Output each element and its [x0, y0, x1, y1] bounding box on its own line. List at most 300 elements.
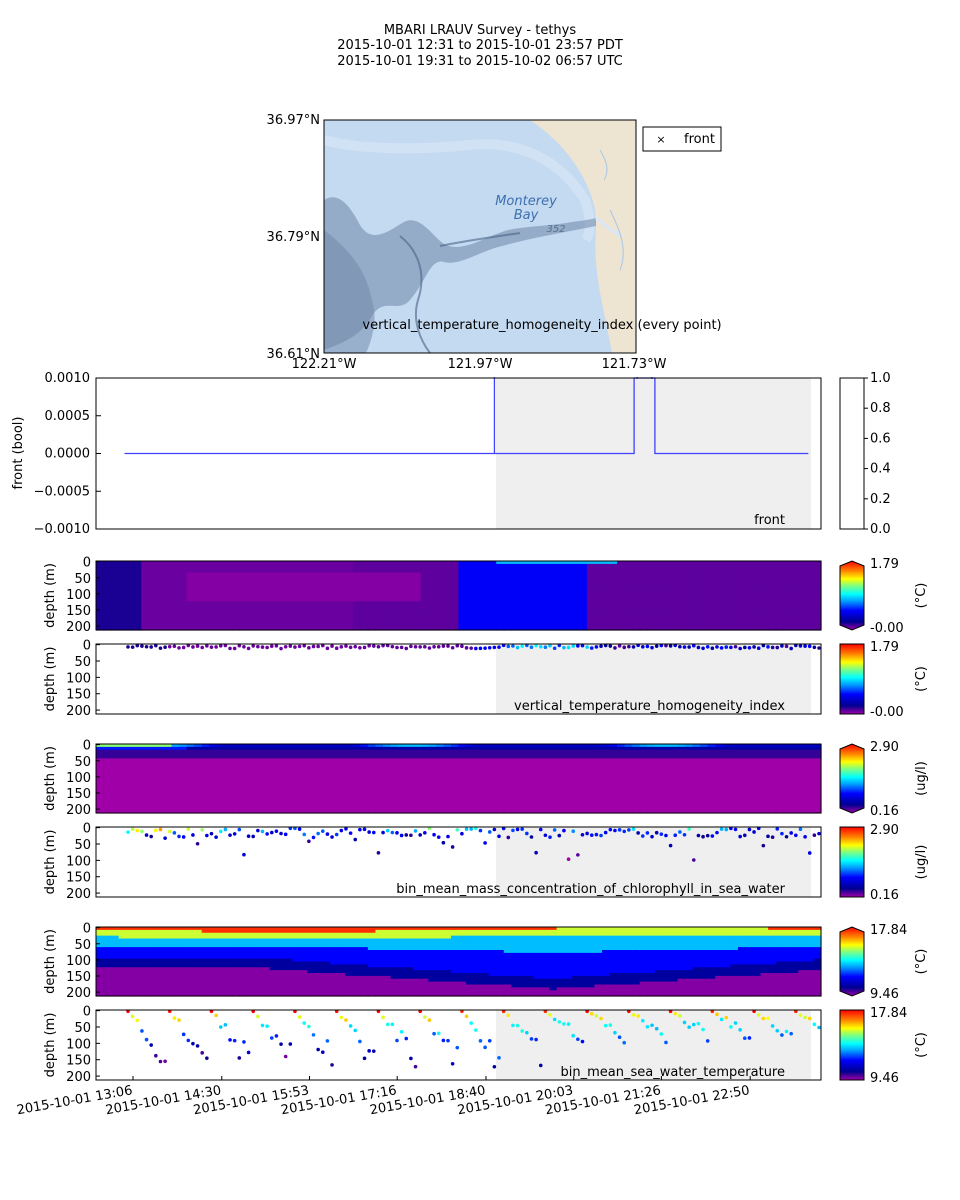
legend-marker-icon: ×	[656, 133, 666, 146]
data-point	[242, 645, 246, 649]
data-point	[469, 646, 473, 650]
lon-label: 121.97°W	[447, 357, 513, 372]
data-point	[335, 833, 339, 837]
data-point	[669, 644, 673, 648]
data-point	[678, 645, 682, 649]
data-point	[196, 842, 200, 846]
panel-annotation: front	[754, 513, 785, 528]
data-point	[349, 645, 353, 649]
data-point	[590, 646, 594, 650]
data-point	[711, 834, 715, 838]
figure-title: MBARI LRAUV Survey - tethys	[383, 23, 577, 38]
map-panel	[267, 113, 722, 372]
y-tick-label: −0.0010	[33, 522, 90, 537]
data-point	[562, 829, 566, 833]
y-tick-label: 50	[74, 571, 91, 587]
lon-label: 122.21°W	[291, 357, 357, 372]
data-point	[400, 834, 404, 838]
data-point	[432, 645, 436, 649]
data-point	[655, 644, 659, 648]
y-tick-label: 50	[74, 754, 91, 770]
data-point	[265, 646, 269, 650]
data-point	[391, 831, 395, 835]
data-point	[145, 645, 149, 649]
data-point	[571, 644, 575, 648]
data-point	[785, 645, 789, 649]
scatter-panel-2	[43, 639, 929, 720]
data-point	[414, 645, 418, 649]
data-point	[173, 831, 177, 835]
data-point	[409, 833, 413, 837]
colorbar-tick-label: 0.6	[870, 431, 891, 447]
data-point	[423, 831, 427, 835]
data-point	[228, 833, 232, 837]
data-point	[641, 834, 645, 838]
data-point	[539, 645, 543, 649]
data-point	[437, 835, 441, 839]
data-point	[460, 644, 464, 648]
data-point	[224, 828, 228, 832]
data-point	[497, 645, 501, 649]
data-point	[149, 645, 153, 649]
data-point	[256, 645, 260, 649]
data-point	[813, 645, 817, 649]
data-point	[423, 645, 427, 649]
data-point	[687, 827, 691, 831]
data-point	[771, 646, 775, 650]
data-point	[469, 827, 473, 831]
colorbar-max-label: 1.79	[870, 557, 899, 572]
data-point	[247, 647, 251, 651]
data-point	[353, 838, 357, 842]
y-axis-label: front (bool)	[11, 416, 26, 490]
data-point	[154, 829, 158, 833]
data-point	[734, 645, 738, 649]
y-tick-label: 0	[82, 638, 91, 654]
data-point	[488, 830, 492, 834]
data-point	[395, 831, 399, 835]
colorbar-max-label: 1.79	[870, 640, 899, 655]
data-point	[618, 644, 622, 648]
y-tick-label: 100	[66, 587, 91, 603]
data-point	[678, 830, 682, 834]
data-point	[210, 832, 214, 836]
data-point	[298, 645, 302, 649]
data-point	[687, 645, 691, 649]
y-tick-label: 100	[66, 671, 91, 687]
map-place-label-bay: Bay	[513, 208, 539, 223]
data-point	[738, 647, 742, 651]
data-point	[279, 832, 283, 836]
data-point	[506, 836, 510, 840]
y-axis-label: depth (m)	[43, 646, 58, 712]
data-point	[729, 646, 733, 650]
data-point	[516, 828, 520, 832]
data-point	[808, 645, 812, 649]
data-point	[451, 845, 455, 849]
data-point	[493, 828, 497, 832]
data-point	[553, 646, 557, 650]
data-point	[205, 834, 209, 838]
data-point	[168, 645, 172, 649]
data-point	[200, 646, 204, 650]
data-point	[307, 839, 311, 843]
data-point	[664, 834, 668, 838]
data-point	[520, 827, 524, 831]
data-point	[497, 834, 501, 838]
data-point	[627, 828, 631, 832]
colorbar-min-label: -0.00	[870, 621, 904, 636]
data-point	[163, 836, 167, 840]
data-point	[673, 833, 677, 837]
y-tick-label: 0.0005	[44, 408, 90, 424]
data-point	[437, 645, 441, 649]
data-point	[344, 644, 348, 648]
data-point	[228, 647, 232, 651]
data-point	[585, 832, 589, 836]
data-point	[465, 646, 469, 650]
data-point	[576, 644, 580, 648]
data-point	[743, 646, 747, 650]
data-point	[641, 645, 645, 649]
data-point	[557, 834, 561, 838]
data-point	[609, 828, 613, 832]
y-tick-label: 0	[82, 555, 91, 571]
data-point	[377, 851, 381, 855]
data-point	[256, 829, 260, 833]
data-point	[335, 646, 339, 650]
data-point	[493, 646, 497, 650]
data-point	[442, 841, 446, 845]
data-point	[238, 828, 242, 832]
data-point	[715, 831, 719, 835]
contour-panel-3	[43, 739, 929, 819]
colorbar-unit-label: (ug/l)	[914, 761, 929, 796]
lat-label: 36.61°N	[266, 347, 320, 362]
y-tick-label: 150	[66, 687, 91, 703]
lat-label: 36.79°N	[266, 230, 320, 245]
map-place-label-monterey: Monterey	[495, 194, 557, 209]
data-point	[632, 827, 636, 831]
data-point	[372, 644, 376, 648]
data-point	[330, 644, 334, 648]
colorbar-tick-label: 0.4	[870, 461, 891, 477]
colorbar-tick-label: 0.8	[870, 401, 891, 417]
y-tick-label: 150	[66, 787, 91, 803]
data-point	[442, 644, 446, 648]
data-point	[372, 831, 376, 835]
data-point	[140, 830, 144, 834]
data-point	[544, 833, 548, 837]
data-point	[340, 645, 344, 649]
data-point	[214, 645, 218, 649]
data-point	[182, 646, 186, 650]
data-point	[233, 832, 237, 836]
data-point	[525, 832, 529, 836]
data-point	[377, 645, 381, 649]
data-point	[669, 844, 673, 848]
data-point	[135, 829, 139, 833]
data-point	[636, 831, 640, 835]
data-point	[270, 831, 274, 835]
data-point	[752, 645, 756, 649]
y-tick-label: 0.0000	[44, 446, 90, 462]
data-point	[534, 851, 538, 855]
data-point	[316, 832, 320, 836]
data-point	[530, 835, 534, 839]
data-point	[344, 827, 348, 831]
colorbar-unit-label: (°C)	[914, 666, 929, 692]
data-point	[650, 646, 654, 650]
data-point	[182, 835, 186, 839]
data-point	[349, 831, 353, 835]
data-point	[414, 829, 418, 833]
data-point	[358, 828, 362, 832]
data-point	[265, 832, 269, 836]
data-point	[279, 647, 283, 651]
data-point	[363, 828, 367, 832]
data-point	[544, 645, 548, 649]
data-point	[404, 833, 408, 837]
data-point	[293, 645, 297, 649]
data-point	[446, 644, 450, 648]
data-point	[326, 832, 330, 836]
data-point	[428, 646, 432, 650]
legend-label: front	[684, 132, 715, 147]
front-panel	[11, 371, 891, 537]
data-point	[186, 827, 190, 831]
data-point	[261, 645, 265, 649]
data-point	[613, 646, 617, 650]
data-point	[418, 833, 422, 837]
data-point	[701, 646, 705, 650]
colorbar	[840, 744, 864, 813]
data-point	[711, 646, 715, 650]
y-tick-label: 150	[66, 604, 91, 620]
data-point	[275, 644, 279, 648]
data-point	[506, 645, 510, 649]
data-point	[775, 646, 779, 650]
data-point	[219, 830, 223, 834]
data-point	[646, 831, 650, 835]
data-point	[386, 829, 390, 833]
data-point	[571, 829, 575, 833]
data-point	[289, 644, 293, 648]
data-point	[613, 829, 617, 833]
data-point	[391, 645, 395, 649]
data-point	[312, 645, 316, 649]
data-point	[191, 833, 195, 837]
map-legend	[643, 127, 721, 151]
data-point	[126, 645, 130, 649]
data-point	[367, 830, 371, 834]
data-point	[321, 829, 325, 833]
data-point	[191, 645, 195, 649]
data-point	[530, 645, 534, 649]
y-tick-label: 200	[66, 803, 91, 819]
data-point	[567, 857, 571, 861]
data-point	[149, 835, 153, 839]
map-depth-label: 352	[546, 224, 566, 235]
data-point	[353, 645, 357, 649]
data-point	[251, 835, 255, 839]
data-point	[683, 645, 687, 649]
data-point	[646, 645, 650, 649]
data-point	[701, 835, 705, 839]
colorbar	[840, 644, 864, 714]
data-point	[683, 833, 687, 837]
data-point	[595, 645, 599, 649]
data-point	[539, 828, 543, 832]
data-point	[516, 646, 520, 650]
data-point	[219, 644, 223, 648]
scatter-panel-4	[43, 822, 929, 903]
data-point	[312, 836, 316, 840]
data-point	[251, 644, 255, 648]
time-range-pdt: 2015-10-01 12:31 to 2015-10-01 23:57 PDT	[337, 38, 623, 53]
data-point	[177, 835, 181, 839]
y-axis-label: depth (m)	[43, 746, 58, 811]
data-point	[548, 835, 552, 839]
data-point	[330, 835, 334, 839]
data-point	[358, 646, 362, 650]
data-point	[655, 831, 659, 835]
data-point	[789, 647, 793, 651]
y-tick-label: 0.0010	[44, 371, 90, 386]
data-point	[706, 834, 710, 838]
data-point	[163, 645, 167, 649]
data-point	[173, 644, 177, 648]
data-point	[553, 828, 557, 832]
data-point	[581, 833, 585, 837]
data-point	[126, 830, 130, 834]
data-point	[363, 646, 367, 650]
data-point	[479, 829, 483, 833]
map-caption: vertical_temperature_homogeneity_index (every point)	[362, 318, 722, 333]
data-point	[799, 644, 803, 648]
contour-panel-1	[43, 556, 929, 636]
data-point	[748, 646, 752, 650]
data-point	[483, 841, 487, 845]
colorbar-tick-label: 0.2	[870, 491, 891, 507]
colorbar-unit-label: (°C)	[914, 582, 929, 609]
data-point	[404, 647, 408, 651]
data-point	[270, 644, 274, 648]
data-point	[409, 645, 413, 649]
data-point	[474, 647, 478, 651]
data-point	[599, 834, 603, 838]
data-point	[692, 858, 696, 862]
data-point	[511, 644, 515, 648]
data-point	[298, 827, 302, 831]
data-point	[567, 646, 571, 650]
data-point	[520, 644, 524, 648]
lon-label: 121.73°W	[601, 357, 667, 372]
data-point	[511, 829, 515, 833]
colorbar	[840, 378, 864, 529]
data-point	[284, 833, 288, 837]
data-point	[284, 645, 288, 649]
y-axis-label: depth (m)	[43, 563, 58, 628]
data-point	[660, 832, 664, 836]
data-point	[159, 828, 163, 832]
data-point	[650, 835, 654, 839]
panel-annotation: vertical_temperature_homogeneity_index	[514, 699, 785, 714]
data-point	[381, 831, 385, 835]
data-point	[247, 834, 251, 838]
data-point	[446, 835, 450, 839]
data-point	[214, 835, 218, 839]
data-point	[585, 645, 589, 649]
data-point	[488, 646, 492, 650]
data-point	[210, 645, 214, 649]
data-point	[275, 829, 279, 833]
data-point	[196, 644, 200, 648]
data-point	[395, 646, 399, 650]
data-point	[632, 645, 636, 649]
y-tick-label: 200	[66, 704, 91, 720]
colorbar-tick-label: 0.0	[870, 522, 891, 537]
data-point	[131, 645, 135, 649]
colorbar-min-label: -0.00	[870, 705, 904, 720]
data-point	[599, 644, 603, 648]
data-point	[302, 644, 306, 648]
data-point	[604, 831, 608, 835]
data-point	[302, 833, 306, 837]
data-point	[159, 646, 163, 650]
lat-label: 36.97°N	[266, 113, 320, 128]
data-point	[479, 647, 483, 651]
data-point	[724, 645, 728, 649]
data-point	[168, 830, 172, 834]
time-range-utc: 2015-10-01 19:31 to 2015-10-02 06:57 UTC	[337, 54, 623, 69]
data-point	[757, 646, 761, 650]
data-point	[766, 645, 770, 649]
data-point	[706, 645, 710, 649]
y-tick-label: 0	[82, 738, 91, 754]
data-point	[177, 646, 181, 650]
data-point	[576, 853, 580, 857]
colorbar	[840, 561, 864, 630]
data-point	[622, 830, 626, 834]
data-point	[609, 644, 613, 648]
y-tick-label: −0.0005	[33, 484, 90, 500]
data-point	[817, 646, 821, 650]
data-point	[803, 644, 807, 648]
data-point	[715, 645, 719, 649]
data-point	[326, 647, 330, 651]
y-tick-label: 50	[74, 655, 91, 671]
data-point	[316, 645, 320, 649]
data-point	[720, 646, 724, 650]
data-point	[780, 644, 784, 648]
data-point	[460, 832, 464, 836]
data-point	[697, 646, 701, 650]
data-point	[340, 829, 344, 833]
colorbar-tick-label: 1.0	[870, 371, 891, 386]
y-tick-label: 100	[66, 770, 91, 786]
data-point	[418, 645, 422, 649]
data-point	[455, 828, 459, 832]
colorbar-max-label: 2.90	[870, 740, 899, 755]
data-point	[590, 833, 594, 837]
data-point	[562, 646, 566, 650]
data-point	[738, 835, 742, 839]
data-point	[145, 833, 149, 837]
data-point	[622, 646, 626, 650]
data-point	[451, 646, 455, 650]
data-point	[720, 827, 724, 831]
